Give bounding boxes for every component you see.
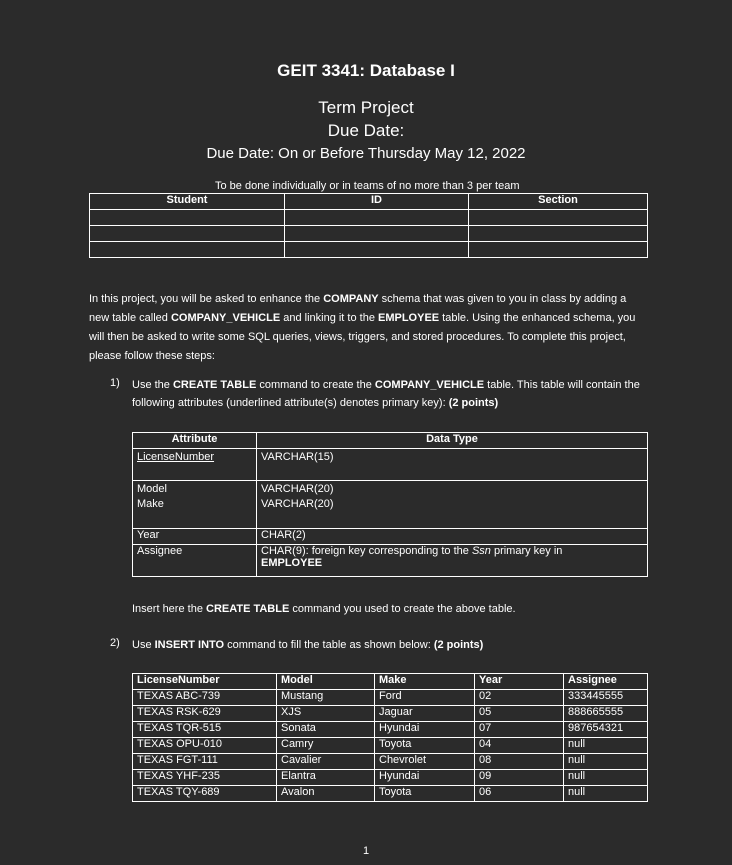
step2-text-part: command to fill the table as shown below: [224,639,434,651]
student-cell[interactable] [90,210,285,226]
table-cell: TEXAS TQR-515 [133,722,277,738]
attr-cell [133,449,257,481]
step1-text [132,376,652,412]
table-cell: Mustang [277,690,375,706]
table-row [133,722,648,738]
table-row [133,449,648,481]
table-row [133,738,648,754]
table-cell: 08 [475,754,564,770]
step1-create-table: CREATE TABLE [172,379,257,391]
step1-text-part: command to create the [256,379,375,391]
col-header: Model [277,674,375,690]
col-header: Make [375,674,475,690]
section-header: Section [469,194,648,210]
table-row [133,770,648,786]
table-cell: Chevrolet [375,754,475,770]
assignee-type-part: primary key in [490,545,563,557]
table-cell: Camry [277,738,375,754]
section-cell[interactable] [469,226,648,242]
step1-text-part: Use the [132,379,173,391]
type-cell [257,545,648,577]
table-cell: TEXAS RSK-629 [133,706,277,722]
intro-company-vehicle: COMPANY_VEHICLE [170,312,281,324]
section-cell[interactable] [469,242,648,258]
col-header: Assignee [564,674,648,690]
step2-text [132,636,652,654]
table-cell: 888665555 [564,706,648,722]
table-cell: TEXAS OPU-010 [133,738,277,754]
table-cell: null [564,754,648,770]
type-cell [257,481,648,529]
insert-note-part: Insert here the [132,603,206,615]
id-cell[interactable] [285,210,469,226]
table-cell: Toyota [375,786,475,802]
table-cell: 333445555 [564,690,648,706]
type-cell: VARCHAR(15) [257,449,648,481]
student-table [89,193,648,258]
assignee-employee: EMPLOYEE [261,557,323,569]
intro-employee: EMPLOYEE [378,312,440,324]
model-type: VARCHAR(20) [261,483,334,495]
table-cell: Sonata [277,722,375,738]
table-cell: null [564,786,648,802]
table-row [90,226,648,242]
table-cell: null [564,770,648,786]
make-attr: Make [137,498,164,510]
table-cell: 04 [475,738,564,754]
page-number: 1 [362,845,370,857]
student-cell[interactable] [90,226,285,242]
id-cell[interactable] [285,226,469,242]
type-cell: CHAR(2) [257,529,648,545]
table-cell: TEXAS YHF-235 [133,770,277,786]
course-title: GEIT 3341: Database I [277,61,455,80]
table-row [133,545,648,577]
table-row [133,786,648,802]
assignee-type-part: CHAR(9): foreign key corresponding to the [261,545,472,557]
step2-text-part: Use [132,639,155,651]
table-row [133,481,648,529]
table-cell: TEXAS FGT-111 [133,754,277,770]
intro-text: schema that was given to you in class by adding a new table called [89,293,627,324]
table-cell: TEXAS ABC-739 [133,690,277,706]
intro-paragraph [89,290,649,366]
col-header: Year [475,674,564,690]
table-cell: Elantra [277,770,375,786]
step1-number: 1) [110,377,120,389]
insert-note [132,600,652,618]
table-row [90,210,648,226]
id-cell[interactable] [285,242,469,258]
license-attr: LicenseNumber [137,451,215,463]
table-cell: 02 [475,690,564,706]
step2-number: 2) [110,637,120,649]
model-attr: Model [137,483,167,495]
step1-points: (2 points) [448,397,499,409]
table-cell: Cavalier [277,754,375,770]
table-row [133,690,648,706]
section-cell[interactable] [469,210,648,226]
attr-cell: Assignee [133,545,257,577]
make-type: VARCHAR(20) [261,498,334,510]
table-row [133,529,648,545]
table-cell: Hyundai [375,770,475,786]
intro-text: table. Using the enhanced schema, you will then be asked to write some SQL queries, views, triggers, and stored procedures. To complete this project, please follow these steps: [89,312,636,362]
step2-insert-into: INSERT INTO [154,639,225,651]
step1-text-part: table. This table will contain the following attributes (underlined attribute(s) denotes primary key): [132,379,640,409]
attribute-table [132,432,648,577]
table-cell: XJS [277,706,375,722]
insert-note-part: command you used to create the above table. [289,603,516,615]
due-label: Due Date: [327,121,405,140]
table-cell: TEXAS TQY-689 [133,786,277,802]
table-cell: 987654321 [564,722,648,738]
ssn-text: Ssn [471,545,491,557]
intro-text: In this project, you will be asked to enhance the [89,293,324,305]
table-cell: 07 [475,722,564,738]
col-header: LicenseNumber [133,674,277,690]
step1-company-vehicle: COMPANY_VEHICLE [374,379,485,391]
table-cell: Toyota [375,738,475,754]
data-type-header: Data Type [257,433,648,449]
table-cell: 06 [475,786,564,802]
table-cell: Hyundai [375,722,475,738]
id-header: ID [285,194,469,210]
table-cell: 05 [475,706,564,722]
table-row [133,754,648,770]
vehicle-data-table [132,673,648,802]
intro-text: and linking it to the [280,312,378,324]
insert-note-bold: CREATE TABLE [206,603,290,615]
table-cell: 09 [475,770,564,786]
table-cell: Avalon [277,786,375,802]
table-cell: Jaguar [375,706,475,722]
attr-cell [133,529,257,545]
attr-cell [133,481,257,529]
table-row [90,242,648,258]
team-note: To be done individually or in teams of no more than 3 per team [215,180,520,192]
student-cell[interactable] [90,242,285,258]
table-row [133,706,648,722]
year-attr: Year [137,529,160,541]
project-title: Term Project [318,98,414,117]
due-date: Due Date: On or Before Thursday May 12, 2022 [206,145,526,162]
student-header: Student [90,194,285,210]
attribute-header: Attribute [133,433,257,449]
table-cell: null [564,738,648,754]
step2-points: (2 points) [433,639,484,651]
table-cell: Ford [375,690,475,706]
intro-company: COMPANY [323,293,379,305]
